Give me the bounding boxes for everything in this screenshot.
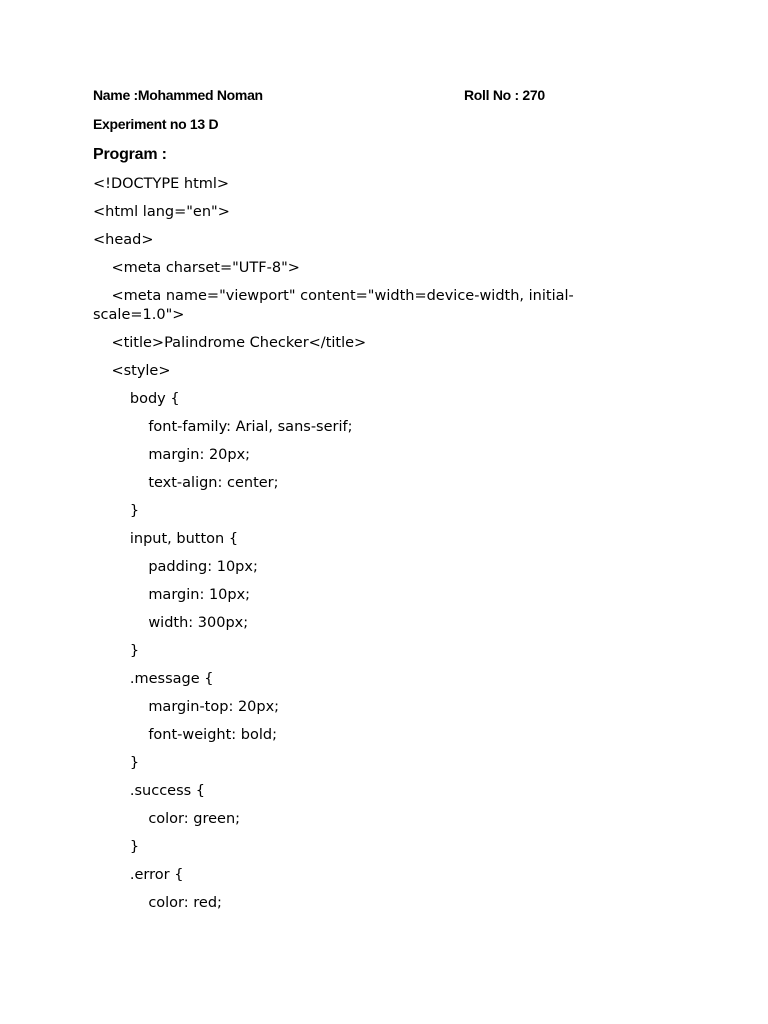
program-heading: Program : bbox=[93, 146, 167, 163]
code-line: } bbox=[93, 503, 140, 519]
code-line: } bbox=[93, 643, 140, 659]
code-line: } bbox=[93, 839, 140, 855]
student-header bbox=[93, 87, 653, 107]
code-line: .message { bbox=[93, 671, 214, 687]
experiment-label: Experiment no 13 D bbox=[93, 116, 219, 132]
code-line: <meta charset="UTF-8"> bbox=[93, 260, 300, 276]
code-line: margin: 20px; bbox=[93, 447, 251, 463]
code-line: .error { bbox=[93, 867, 184, 883]
code-line: <meta name="viewport" content="width=device-width, initial-scale=1.0"> bbox=[93, 288, 574, 323]
code-line: <!DOCTYPE html> bbox=[93, 176, 230, 192]
code-line: <html lang="en"> bbox=[93, 204, 230, 220]
code-line: body { bbox=[93, 391, 180, 407]
code-line: <style> bbox=[93, 363, 171, 379]
code-line: padding: 10px; bbox=[93, 559, 258, 575]
student-name: Name :Mohammed Noman bbox=[93, 87, 263, 103]
code-line: width: 300px; bbox=[93, 615, 249, 631]
code-line: margin: 10px; bbox=[93, 587, 251, 603]
roll-number: Roll No : 270 bbox=[464, 87, 545, 103]
code-line: font-weight: bold; bbox=[93, 727, 277, 743]
code-line: } bbox=[93, 755, 140, 771]
code-line: font-family: Arial, sans-serif; bbox=[93, 419, 353, 435]
code-line: <head> bbox=[93, 232, 154, 248]
code-line: text-align: center; bbox=[93, 475, 279, 491]
code-line: .success { bbox=[93, 783, 206, 799]
code-line: margin-top: 20px; bbox=[93, 699, 280, 715]
code-line: <title>Palindrome Checker</title> bbox=[93, 335, 367, 351]
code-listing bbox=[93, 175, 633, 922]
code-line: color: green; bbox=[93, 811, 241, 827]
code-line: color: red; bbox=[93, 895, 222, 911]
code-line: input, button { bbox=[93, 531, 239, 547]
